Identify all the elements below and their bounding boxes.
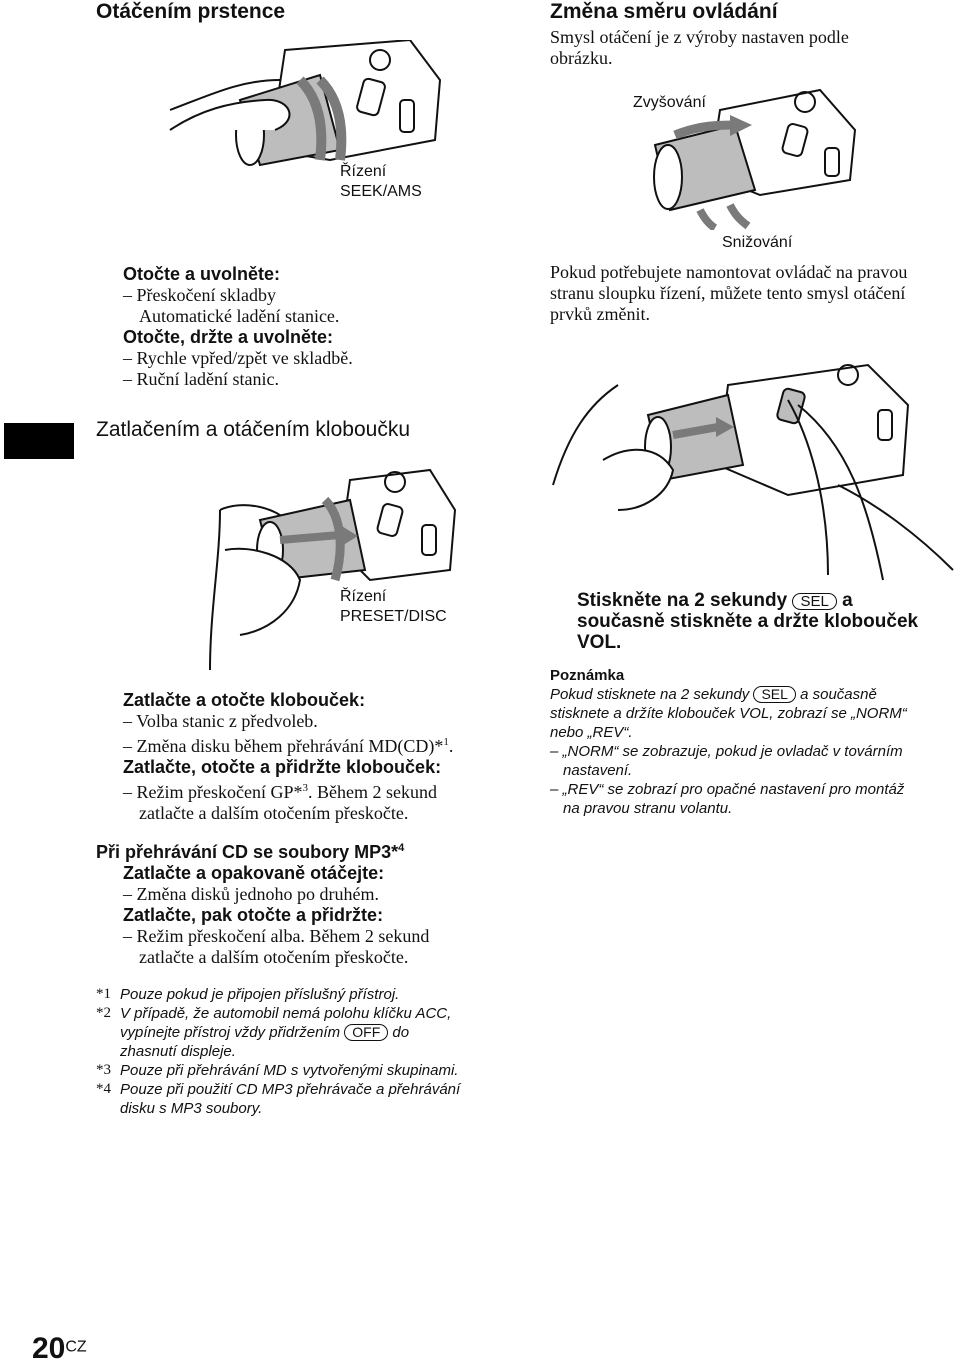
chapter-tab — [4, 423, 74, 459]
direction-text: Pokud potřebujete namontovat ovládač na pravou stranu sloupku řízení, můžete tento smysl otáčení prvků změnit. — [550, 262, 908, 324]
direction-illustration — [640, 80, 870, 230]
sel-key-note: SEL — [753, 686, 795, 703]
section-title-direction: Změna směru ovládání — [550, 0, 778, 23]
push-rotate-illustration — [200, 460, 460, 680]
seek-ams-label: Řízení SEEK/AMS — [340, 163, 422, 200]
section-title-rotate-ring: Otáčením prstence — [96, 0, 286, 23]
sel-instruction: Stiskněte na 2 sekundy SEL a současně stiskněte a držte klobouček VOL. — [577, 590, 919, 653]
rotate-ring-instructions: Otočte a uvolněte: – Přeskočení skladby Automatické ladění stanice. Otočte, držte a uvolněte: – Rychle vpřed/zpět ve skladbě. – Ruční ladění stanic. — [123, 264, 353, 390]
direction-intro: Smysl otáčení je z výroby nastaven podle obrázku. — [550, 27, 849, 68]
preset-disc-label: Řízení PRESET/DISC — [340, 588, 447, 625]
page-number: $20^{CZ}$ — [32, 1332, 87, 1365]
decrease-label: Snižování — [722, 234, 793, 251]
push-rotate-instructions: Zatlačte a otočte klobouček: – Volba stanic z předvoleb. – Změna disku během přehrávání MD(CD)*$^1$. Zatlačte, otočte a přidržte klobouček: – Režim přeskočení GP*$^3$. Během 2 sekund zatlačte a dalším otočením přeskočte. — [123, 690, 453, 824]
note-block: Poznámka Pokud stisknete na 2 sekundy SEL a současně stisknete a držíte klobouček VOL, zobrazí se „NORM“ nebo „REV“. – „NORM“ se zobrazuje, pokud je ovladač v továrním nastavení. – „REV“ se zobrazí pro opačné nastavení pro montáž na pravou stranu volantu. — [550, 666, 907, 818]
footnotes: *1 Pouze pokud je připojen příslušný přístroj. *2 V případě, že automobil nemá polohu klíčku ACC, vypínejte přístroj vždy přidržením OFF do zhasnutí displeje. *3 Pouze při přehrávání MD s vytvořenými skupinami. *4 Pouze při použití CD MP3 přehrávače a přehrávání disku s MP3 soubory. — [96, 986, 461, 1117]
off-key: OFF — [344, 1024, 388, 1041]
increase-label: Zvyšování — [633, 94, 706, 111]
note-title: Poznámka — [550, 667, 625, 684]
sel-press-illustration — [548, 345, 958, 585]
mp3-section: Při přehrávání CD se soubory MP3*$^4$ Zatlačte a opakovaně otáčejte: – Změna disků jednoho po druhém. Zatlačte, pak otočte a přidržte: – Režim přeskočení alba. Během 2 sekund zatlačte a dalším otočením přeskočte. — [96, 838, 429, 968]
sel-key: SEL — [792, 593, 836, 610]
section-title-push-rotate: Zatlačením a otáčením kloboučku — [96, 418, 410, 441]
rotate-ring-illustration — [150, 40, 450, 180]
